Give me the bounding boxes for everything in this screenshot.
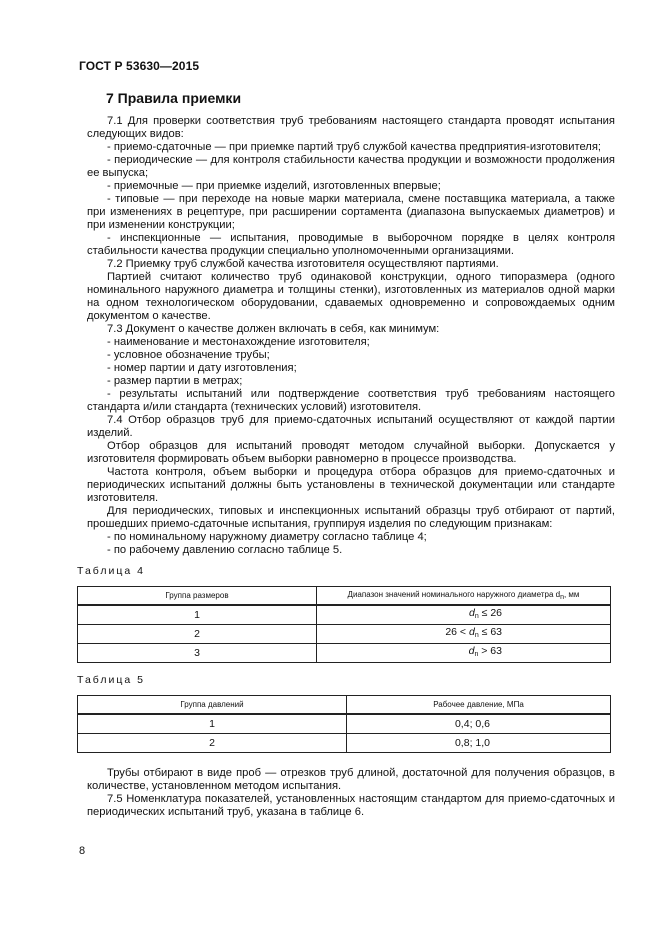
list-item: - результаты испытаний или подтверждение соответствия труб требованиям настоящего стандарта и/или стандарта (технических условий) изготовителя. [87,388,615,413]
table5-caption: Таблица 5 [77,674,145,686]
table-row: 1 $d_n \le 26$ [78,605,611,625]
table-row: 2 0,8; 1,0 [78,734,611,753]
table4 [77,586,611,663]
paragraph: 7.2 Приемку труб службой качества изготовителя осуществляют партиями. [107,258,499,270]
paragraph: Для периодических, типовых и инспекционных испытаний образцы труб отбирают от партий, прошедших приемо-сдаточные испытания, группируя изделия по следующим признакам: [87,505,615,530]
list-item: - приемо-сдаточные — при приемке партий труб службой качества предприятия-изготовителя; [107,141,601,153]
list-item: - инспекционные — испытания, проводимые в выборочном порядке в целях контроля стабильности качества продукции специально уполномоченными организациями. [87,232,615,257]
table-row: 1 0,4; 0,6 [78,714,611,734]
paragraph: 7.4 Отбор образцов труб для приемо-сдаточных испытаний осуществляют от каждой партии изделий. [87,414,615,439]
list-item: - по рабочему давлению согласно таблице 5. [107,544,343,556]
section-title: 7 Правила приемки [106,90,242,106]
list-item: - типовые — при переходе на новые марки материала, смене поставщика материала, а также при изменениях в рецептуре, при расширении сортамента (диапазона выпускаемых диаметров) и при изменении конструкции; [87,193,615,231]
table4-caption: Таблица 4 [77,565,145,577]
table-row: 3 $d_n > 63$ [78,644,611,663]
body-text [77,115,615,819]
list-item: - номер партии и дату изготовления; [107,362,297,374]
document-code: ГОСТ Р 53630—2015 [79,59,200,73]
table5 [77,695,611,753]
table4-header-range: Диапазон значений номинального наружного диаметра dn, мм [317,587,611,606]
paragraph: Частота контроля, объем выборки и процедура отбора образцов для приемо-сдаточных и периодических испытаний должны быть установлены в технической документации или стандарте изготовителя. [87,466,615,504]
paragraph: Трубы отбирают в виде проб — отрезков труб длиной, достаточной для получения образцов, в количестве, установленном методом испытания. [87,767,615,792]
paragraph: 7.5 Номенклатура показателей, установленных настоящим стандартом для приемо-сдаточных и периодических испытаний труб, указана в таблице 6. [87,793,615,818]
table4-header-group: Группа размеров [78,587,317,606]
list-item: - периодические — для контроля стабильности качества продукции и возможности продолжения ее выпуска; [87,154,615,179]
paragraph: 7.1 Для проверки соответствия труб требованиям настоящего стандарта проводят испытания следующих видов: [87,115,615,140]
paragraph: Партией считают количество труб одинаковой конструкции, одного типоразмера (одного номинального наружного диаметра и толщины стенки), изготовленных из материалов одной марки на одном технологическом оборудовании, сдаваемых одновременно и сопровождаемых одним документом о качестве. [87,271,615,322]
list-item: - размер партии в метрах; [107,375,243,387]
table5-header-group: Группа давлений [78,696,347,715]
table-row: 2 $26 < d_n \le 63$ [78,625,611,644]
list-item: - условное обозначение трубы; [107,349,270,361]
table5-header-pressure: Рабочее давление, МПа [347,696,611,715]
paragraph: Отбор образцов для испытаний проводят методом случайной выборки. Допускается у изготовителя формировать объем выборки равномерно в процессе производства. [87,440,615,465]
paragraph: 7.3 Документ о качестве должен включать в себя, как минимум: [107,323,440,335]
page-number: 8 [79,845,86,857]
list-item: - наименование и местонахождение изготовителя; [107,336,370,348]
list-item: - приемочные — при приемке изделий, изготовленных впервые; [107,180,441,192]
list-item: - по номинальному наружному диаметру согласно таблице 4; [107,531,427,543]
